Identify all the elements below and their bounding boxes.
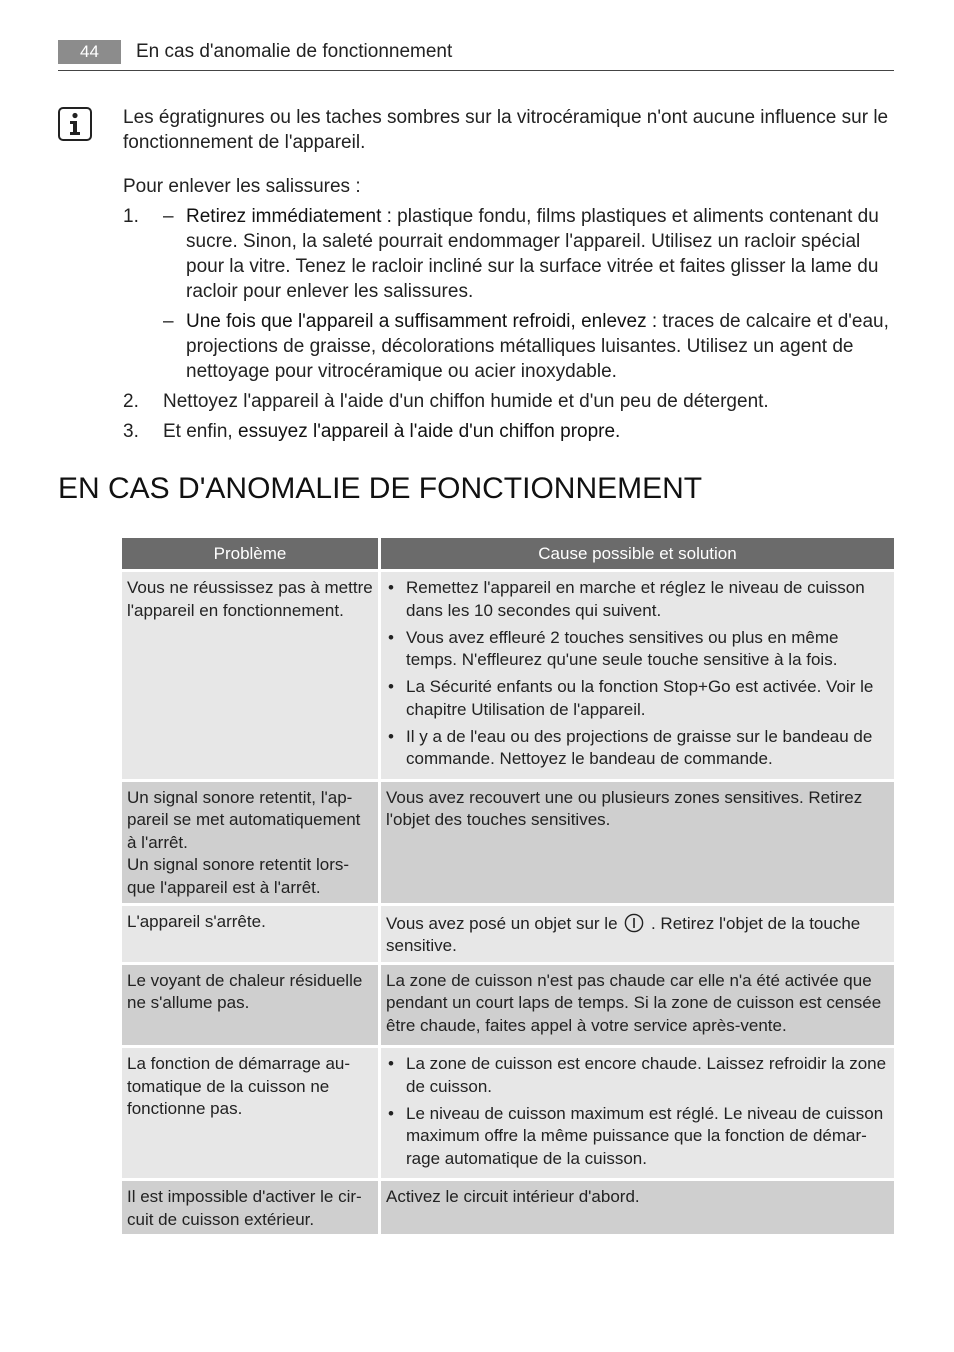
problem-cell — [122, 1181, 378, 1234]
sub-heading: Retirez immédiatement : — [186, 206, 392, 227]
list-item — [386, 726, 889, 771]
step-text: Nettoyez l'appareil à l'aide d'un chiffon humide et d'un peu de détergent. — [163, 391, 769, 412]
step-1-sub-2 — [163, 309, 893, 384]
info-note-text: Les égratignures ou les taches sombres sur la vitrocéramique n'ont aucune influence sur le fonctionnement de l'appareil. — [123, 107, 889, 153]
problem-cell: Vous ne réussissez pas à mettre l'appareil en fonctionnement. — [122, 572, 378, 779]
running-title: En cas d'anomalie de fonctionnement — [136, 41, 453, 62]
solution-list — [386, 577, 889, 771]
list-item-text: La zone de cuisson est encore chaude. Laissez refroidir la zone de cuisson. — [406, 1054, 887, 1096]
problem-cell — [122, 782, 378, 903]
solution-cell: La zone de cuisson n'est pas chaude car elle n'a été activée que pendant un court laps de temps. Si la zone de cuisson est censée être chaude, faites appel à votre service après-vente. — [381, 965, 894, 1046]
table-row — [122, 965, 894, 1046]
list-item-text: Il y a de l'eau ou des projections de graisse sur le bandeau de commande. Nettoyez le bandeau de commande. — [406, 726, 873, 768]
dash: – — [163, 206, 174, 227]
column-header-solution: Cause possible et solution — [381, 538, 894, 569]
solution-cell — [381, 906, 894, 962]
solution-cell — [381, 1048, 894, 1178]
list-item-text: Remettez l'appareil en marche et réglez le niveau de cuisson dans les 10 secondes qui suivent. — [406, 578, 865, 620]
sub-text: plastique fondu, films plastiques et aliments contenant du sucre. Sinon, la saleté pourrait endommager l'appareil. Utilisez un racloir spécial pour la vitre. Tenez le racloir incliné sur la surface vitrée et faites glisser la lame du racloir pour enlever les salissures. — [186, 206, 879, 302]
table-row — [122, 906, 894, 962]
problem-line: tomatique de la cuisson ne — [127, 1076, 330, 1096]
solution-cell — [381, 572, 894, 779]
problem-line: Un signal sonore retentit lors- — [127, 855, 350, 874]
bullet: • — [388, 627, 394, 647]
bullet: • — [388, 677, 394, 696]
dash: – — [163, 311, 174, 332]
table-header — [122, 538, 894, 569]
problem-line: La fonction de démarrage au- — [127, 1054, 351, 1073]
step-1-sub-1 — [163, 204, 893, 304]
problem-line: Un signal sonore retentit, l'ap- — [127, 787, 353, 807]
table-row — [122, 1048, 894, 1178]
step-text: Et enfin, — [163, 421, 238, 442]
power-icon — [624, 913, 644, 933]
troubleshooting-table — [122, 538, 894, 1234]
list-item-text: Vous avez effleuré 2 touches sensitives ou plus en même temps. N'effleurez qu'une seule touche sensitive à la fois. — [406, 627, 839, 669]
cleaning-lead: Pour enlever les salissures : — [123, 176, 361, 197]
problem-line: Il est impossible d'activer le cir- — [127, 1187, 362, 1206]
sub-text: traces de calcaire et d'eau, projections de graisse, décolorations métalliques luisantes. Utilisez un agent de nettoyage pour vitrocéramique ou acier inoxydable. — [186, 311, 889, 382]
list-item-text: La Sécurité enfants ou la fonction Stop+Go est activée. Voir le chapitre Utilisation de l'appareil. — [406, 677, 874, 719]
problem-line: que l'appareil est à l'arrêt. — [127, 877, 321, 897]
solution-list — [386, 1053, 889, 1170]
problem-line: cuit de cuisson extérieur. — [127, 1209, 315, 1229]
table-row — [122, 572, 894, 779]
list-item — [386, 1053, 889, 1098]
solution-cell: Activez le circuit intérieur d'abord. — [381, 1181, 894, 1234]
solution-text: Vous avez posé un objet sur le — [386, 913, 623, 933]
problem-line: pareil se met automatiquement — [127, 810, 361, 829]
solution-text: . Retirez l'objet de la touche sensitive. — [386, 913, 861, 955]
list-item — [386, 676, 889, 721]
page-header — [58, 40, 894, 71]
problem-line: à l'arrêt. — [127, 832, 188, 852]
step-text-emphasis: essuyez l'appareil à l'aide d'un chiffon propre. — [238, 421, 621, 442]
section-title: EN CAS D'ANOMALIE DE FONCTIONNEMENT — [58, 472, 703, 505]
page-number: 44 — [58, 40, 121, 64]
bullet: • — [388, 726, 394, 746]
table-row — [122, 1181, 894, 1234]
step-3 — [123, 419, 893, 444]
solution-cell: Vous avez recouvert une ou plusieurs zones sensitives. Retirez l'objet des touches sensitives. — [381, 782, 894, 903]
step-number: 3. — [123, 421, 139, 442]
step-2 — [123, 389, 893, 414]
bullet: • — [388, 1054, 394, 1073]
list-item — [386, 577, 889, 622]
problem-line: fonctionne pas. — [127, 1099, 243, 1118]
cleaning-steps — [123, 204, 893, 449]
step-number: 1. — [123, 206, 139, 227]
info-icon — [58, 107, 92, 141]
problem-cell: L'appareil s'arrête. — [122, 906, 378, 962]
step-number: 2. — [123, 391, 139, 412]
bullet: • — [388, 1103, 394, 1123]
list-item — [386, 1103, 889, 1171]
sub-heading: Une fois que l'appareil a suffisamment refroidi, enlevez : — [186, 311, 658, 332]
step-1 — [123, 204, 893, 384]
problem-cell: Le voyant de chaleur résiduelle ne s'allume pas. — [122, 965, 378, 1046]
list-item-text: Le niveau de cuisson maximum est réglé. Le niveau de cuisson maximum offre la même puissance que la fonction de démar-rage automatique de la cuisson. — [406, 1103, 884, 1168]
problem-cell — [122, 1048, 378, 1178]
table-row — [122, 782, 894, 903]
column-header-problem: Problème — [122, 538, 378, 569]
bullet: • — [388, 578, 394, 597]
list-item — [386, 627, 889, 672]
